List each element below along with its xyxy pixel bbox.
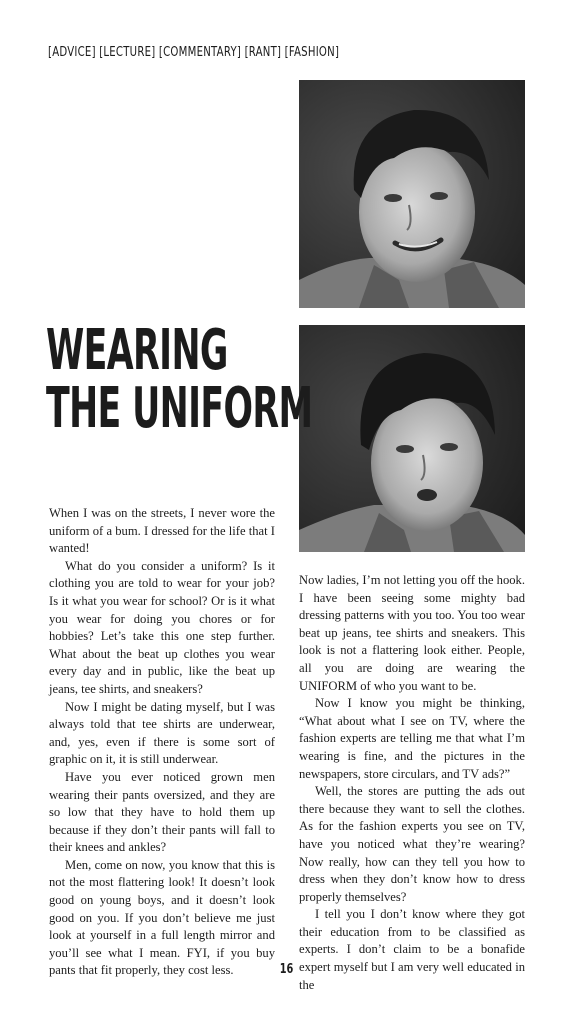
paragraph: What do you consider a uniform? Is it clothing you are told to wear for your job? Is it what you wear for school? Or is it what you wear for doing you chores or for hobbies? Let’s take this one step further. What about the beat up clothes you wear every day and in public, like the beat up jeans, tee shirts, and sneakers? bbox=[49, 558, 275, 696]
paragraph: Now I might be dating myself, but I was always told that tee shirts are underwear, and, yes, even if there is some sort of graphic on it, it is still underwear. bbox=[49, 699, 275, 767]
article-title-line-2: THE UNIFORM bbox=[46, 376, 313, 441]
paragraph: Well, the stores are putting the ads out there because they want to sell the clothes. As for the fashion experts you see on TV, have you noticed what they’re wearing? Now really, how can they tell you how to dress when they don’t know how to dress properly themselves? bbox=[299, 784, 525, 904]
portrait-photo-speaking bbox=[299, 325, 525, 552]
paragraph: Men, come on now, you know that this is not the most flattering look! It doesn’t look good on young boys, and it doesn’t look good on you. If you don’t believe me just look at yourself in a full length mirror and you’ll see what I mean. FYI, if you buy pants that fit properly, they cost less. bbox=[49, 857, 275, 978]
article-title-line-1: WEARING bbox=[46, 318, 228, 383]
paragraph: Now I know you might be thinking, “What about what I see on TV, where the fashion experts are telling me that what I’m wearing is fine, and the pictures in the newspapers, store circulars, and TV ads?” bbox=[299, 696, 525, 781]
body-column-left bbox=[49, 505, 275, 980]
category-tags: [ADVICE] [LECTURE] [COMMENTARY] [RANT] [FASHION] bbox=[48, 45, 340, 60]
paragraph: Now ladies, I’m not letting you off the hook. I have been seeing some mighty bad dressing patterns with you too. You too wear beat up jeans, tee shirts and sneakers. This look is not a flattering look either. People, all you are doing are wearing the UNIFORM of who you want to be. bbox=[299, 573, 525, 693]
body-column-right bbox=[299, 572, 525, 994]
paragraph: When I was on the streets, I never wore the uniform of a bum. I dressed for the life that I wanted! bbox=[49, 506, 275, 556]
portrait-photo-smiling bbox=[299, 80, 525, 308]
paragraph: Have you ever noticed grown men wearing their pants oversized, and they are so low that they have to hold them up because if they don’t their pants will fall to their knees and ankles? bbox=[49, 769, 275, 855]
page-number: 16 bbox=[279, 962, 294, 977]
article-title bbox=[46, 318, 313, 441]
paragraph: I tell you I don’t know where they got their education from to be classified as experts. I don’t claim to be a bonafide expert myself but I am very well educated in the bbox=[299, 907, 525, 992]
